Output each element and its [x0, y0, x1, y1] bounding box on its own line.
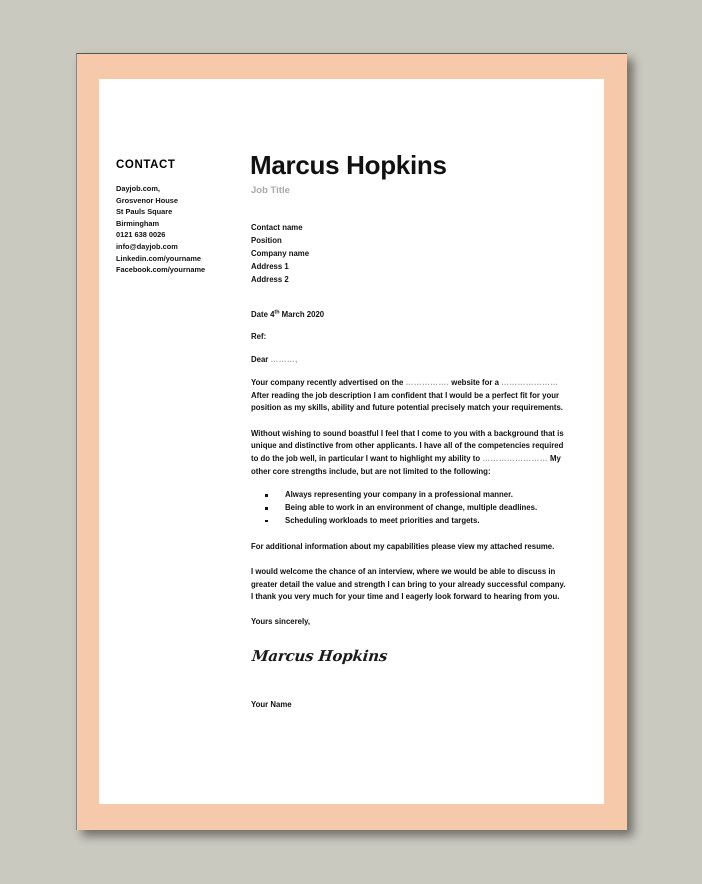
- date-ordinal-suffix: th: [274, 309, 280, 316]
- paragraph-opening: [251, 377, 569, 415]
- paragraph-1-text-b: website for a: [449, 378, 502, 387]
- document-page-frame: [76, 53, 627, 830]
- contact-column: [116, 159, 236, 276]
- paragraph-2-blank-ability: ……………………: [482, 453, 548, 463]
- letter-date: [251, 310, 324, 319]
- contact-line-phone: 0121 638 0026: [116, 230, 166, 240]
- letter-content: [99, 79, 604, 804]
- letter-body: [251, 377, 569, 709]
- paragraph-1-blank-website: …………….: [405, 378, 450, 387]
- paragraph-2-text-b: My other core strengths include, but are not limited to the following:: [251, 453, 561, 476]
- contact-line-street: St Pauls Square: [116, 207, 173, 217]
- paragraph-2-text-a: Without wishing to sound boastful I feel that I come to you with a background that is unique and distinctive from other applicants. I have all of the competencies required to do the job well, in particular I want to highlight my ability to: [251, 428, 564, 463]
- sign-off: Yours sincerely,: [251, 616, 311, 626]
- contact-heading: CONTACT: [116, 159, 176, 171]
- contact-line-city: Birmingham: [116, 218, 160, 228]
- list-item: Scheduling workloads to meet priorities and targets.: [251, 515, 569, 528]
- applicant-name: Marcus Hopkins: [250, 150, 447, 180]
- paragraph-1-blank-role: …………………: [501, 378, 559, 387]
- paragraph-interview-request: I would welcome the chance of an interview, where we would be able to discuss in greater detail the value and strength I can bring to your already successful company. I thank you very much for your time and I eagerly look forward to hearing from you.: [251, 567, 566, 602]
- date-prefix: Date 4: [251, 310, 275, 319]
- recipient-company-name: Company name: [251, 249, 310, 258]
- printed-name-placeholder: Your Name: [251, 699, 292, 709]
- contact-line-website: Dayjob.com,: [116, 184, 160, 193]
- salutation: [251, 355, 298, 364]
- recipient-address-2: Address 2: [251, 275, 289, 284]
- salutation-text: Dear: [251, 355, 271, 364]
- contact-line-email: info@dayjob.com: [116, 241, 178, 251]
- recipient-contact-name: Contact name: [251, 223, 303, 232]
- contact-line-linkedin: Linkedin.com/yourname: [116, 253, 202, 263]
- paragraph-resume-reference: For additional information about my capabilities please view my attached resume.: [251, 541, 555, 551]
- contact-line-facebook: Facebook.com/yourname: [116, 265, 206, 275]
- core-strengths-list: [251, 489, 569, 527]
- reference-label: Ref:: [251, 332, 267, 341]
- contact-line-building: Grosvenor House: [116, 195, 179, 205]
- date-suffix: March 2020: [279, 310, 325, 319]
- paragraph-1-text-c: After reading the job description I am confident that I would be a perfect fit for your position as my skills, ability and future potential precisely match your requirements.: [251, 390, 563, 413]
- recipient-address-1: Address 1: [251, 262, 289, 271]
- paragraph-1-text-a: Your company recently advertised on the: [251, 378, 406, 387]
- recipient-address-block: [251, 221, 309, 286]
- handwritten-signature: Marcus Hopkins: [251, 646, 389, 665]
- paragraph-background: [251, 428, 569, 478]
- recipient-position: Position: [251, 236, 282, 245]
- document-sheet: [99, 79, 604, 804]
- job-title: Job Title: [251, 185, 290, 196]
- list-item: Being able to work in an environment of change, multiple deadlines.: [251, 502, 569, 515]
- salutation-blank: ………,: [270, 355, 298, 364]
- list-item: Always representing your company in a professional manner.: [251, 489, 569, 502]
